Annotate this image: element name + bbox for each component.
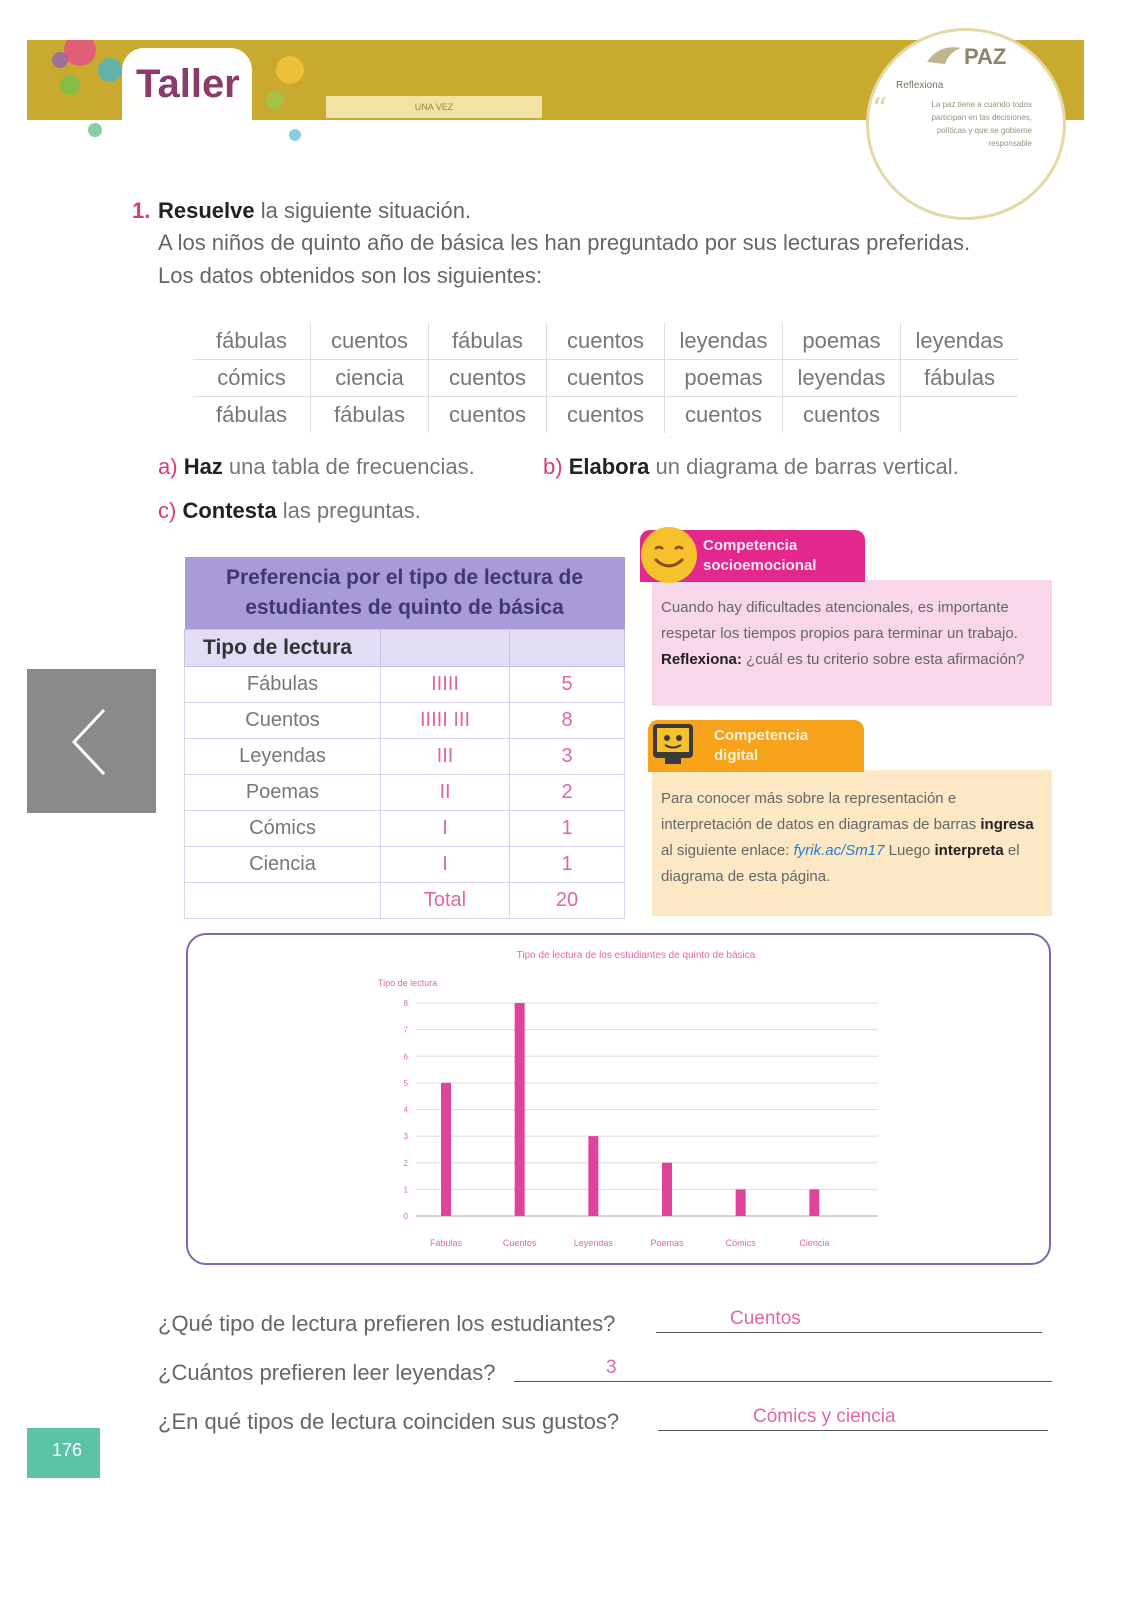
- problem-statement: [158, 198, 471, 224]
- digital-text: [661, 786, 1043, 890]
- digital-bold-1: ingresa: [980, 816, 1034, 833]
- row-frequency: 1: [510, 811, 625, 847]
- y-tick-label: 1: [403, 1185, 408, 1195]
- answer-3[interactable]: Cómics y ciencia: [753, 1406, 896, 1427]
- data-cell: cuentos: [547, 360, 665, 397]
- row-frequency: 3: [510, 739, 625, 775]
- socio-text-1: Cuando hay dificultades atencionales, es importante respetar los tiempos propios para terminar un trabajo.: [661, 599, 1018, 642]
- socioemotional-text: [661, 595, 1043, 673]
- question-1: ¿Qué tipo de lectura prefieren los estudiantes?: [158, 1311, 616, 1336]
- question-3: ¿En qué tipos de lectura coinciden sus gustos?: [158, 1409, 620, 1434]
- data-cell: cuentos: [311, 323, 429, 360]
- y-tick-label: 8: [403, 999, 408, 1008]
- table-row: [185, 775, 625, 811]
- task-verb: Haz: [183, 454, 223, 479]
- x-tick-label: Poemas: [650, 1238, 684, 1248]
- task-c: [158, 498, 421, 524]
- table-row: [185, 667, 625, 703]
- answer-line-1: [656, 1332, 1042, 1333]
- data-cell: cuentos: [547, 323, 665, 360]
- row-frequency: 5: [510, 667, 625, 703]
- data-cell: poemas: [665, 360, 783, 397]
- row-tally: I: [381, 811, 510, 847]
- data-cell: cuentos: [665, 397, 783, 434]
- dove-icon: [925, 42, 965, 66]
- frequency-table: [184, 557, 625, 919]
- paz-text: La paz tiene a cuando todos participan en las decisiones, políticas y que se gobierne responsable: [931, 100, 1032, 148]
- total-label: Total: [381, 883, 510, 919]
- task-letter: b): [543, 454, 563, 479]
- header-strip: UNA VEZ: [326, 96, 542, 118]
- answer-line-2: [514, 1381, 1052, 1382]
- y-tick-label: 0: [403, 1212, 408, 1221]
- problem-line3: Los datos obtenidos son los siguientes:: [158, 263, 543, 288]
- row-frequency: 2: [510, 775, 625, 811]
- answer-line-3: [658, 1430, 1048, 1431]
- data-cell: cuentos: [429, 397, 547, 434]
- task-verb: Elabora: [568, 454, 650, 479]
- question-2: ¿Cuántos prefieren leer leyendas?: [158, 1360, 496, 1385]
- page-number: 176: [52, 1440, 83, 1460]
- digital-bold-2: interpreta: [934, 842, 1004, 859]
- data-cell: fábulas: [193, 397, 311, 434]
- problem-number: 1.: [132, 198, 151, 223]
- bar-poemas: [662, 1163, 672, 1216]
- problem-verb: Resuelve: [158, 198, 255, 223]
- data-cell: [901, 397, 1019, 434]
- data-cell: leyendas: [665, 323, 783, 360]
- digital-title: Competencia digital: [714, 727, 809, 764]
- socioemotional-title: Competencia socioemocional: [703, 537, 817, 574]
- task-verb: Contesta: [182, 498, 277, 523]
- section-title: Taller: [136, 62, 240, 106]
- bar-cuentos: [515, 1003, 525, 1216]
- socio-bold: Reflexiona:: [661, 651, 742, 668]
- row-tally: I: [381, 847, 510, 883]
- row-label: Cuentos: [185, 703, 381, 739]
- row-tally: III: [381, 739, 510, 775]
- smiley-icon: [641, 527, 697, 583]
- task-letter: a): [158, 454, 178, 479]
- data-cell: fábulas: [901, 360, 1019, 397]
- x-tick-label: Cómics: [725, 1238, 756, 1248]
- row-tally: IIIII III: [381, 703, 510, 739]
- data-cell: leyendas: [783, 360, 901, 397]
- row-frequency: 1: [510, 847, 625, 883]
- y-tick-label: 5: [403, 1078, 408, 1088]
- y-tick-label: 4: [403, 1105, 408, 1115]
- paz-title: PAZ: [964, 44, 1007, 69]
- bar-cómics: [736, 1189, 746, 1216]
- total-empty: [185, 883, 381, 919]
- table-row: [185, 847, 625, 883]
- data-cell: poemas: [783, 323, 901, 360]
- bar-fábulas: [441, 1083, 451, 1216]
- x-tick-label: Fábulas: [429, 1238, 463, 1248]
- task-text: una tabla de frecuencias.: [222, 454, 475, 479]
- digital-text-3: Luego: [884, 842, 935, 859]
- data-cell: ciencia: [311, 360, 429, 397]
- data-cell: leyendas: [901, 323, 1019, 360]
- table-row: [185, 811, 625, 847]
- table-row-total: [185, 883, 625, 919]
- problem-line2: A los niños de quinto año de básica les han preguntado por sus lecturas preferidas.: [158, 230, 971, 255]
- y-tick-label: 2: [403, 1158, 408, 1168]
- paz-subtitle: Reflexiona: [896, 80, 944, 91]
- total-value: 20: [510, 883, 625, 919]
- row-frequency: 8: [510, 703, 625, 739]
- computer-icon: [651, 714, 695, 770]
- frequency-table-header-tally: [381, 630, 510, 667]
- x-tick-label: Cuentos: [502, 1238, 537, 1248]
- bar-chart: [186, 933, 1051, 1265]
- data-cell: fábulas: [193, 323, 311, 360]
- answer-2[interactable]: 3: [606, 1357, 617, 1378]
- task-letter: c): [158, 498, 177, 523]
- problem-line1: la siguiente situación.: [254, 198, 472, 223]
- chart-ylabel: Tipo de lectura: [378, 978, 438, 988]
- task-text: un diagrama de barras vertical.: [649, 454, 959, 479]
- digital-text-4: el diagrama de esta página.: [661, 842, 1020, 885]
- data-cell: fábulas: [429, 323, 547, 360]
- answer-1[interactable]: Cuentos: [730, 1308, 801, 1329]
- data-cell: cómics: [193, 360, 311, 397]
- y-tick-label: 6: [403, 1052, 408, 1062]
- row-label: Cómics: [185, 811, 381, 847]
- frequency-table-header-freq: [510, 630, 625, 667]
- row-label: Fábulas: [185, 667, 381, 703]
- survey-data-grid: [193, 323, 1018, 433]
- frequency-table-header: Tipo de lectura: [185, 630, 381, 667]
- row-label: Ciencia: [185, 847, 381, 883]
- row-tally: IIIII: [381, 667, 510, 703]
- digital-link[interactable]: fyrik.ac/Sm17: [793, 842, 885, 859]
- task-a: [158, 454, 475, 480]
- table-row: [185, 703, 625, 739]
- task-b: [543, 454, 959, 480]
- data-cell: cuentos: [547, 397, 665, 434]
- digital-text-2: al siguiente enlace:: [661, 842, 794, 859]
- y-tick-label: 3: [403, 1132, 408, 1142]
- frequency-table-title: Preferencia por el tipo de lectura de estudiantes de quinto de básica: [185, 557, 625, 630]
- y-tick-label: 7: [403, 1025, 408, 1035]
- row-tally: II: [381, 775, 510, 811]
- digital-text-1: Para conocer más sobre la representación e interpretación de datos en diagramas de barras: [661, 790, 981, 833]
- socio-text-2: ¿cuál es tu criterio sobre esta afirmación?: [741, 651, 1025, 668]
- bar-ciencia: [809, 1189, 819, 1216]
- quote-icon: “: [872, 92, 888, 127]
- data-cell: cuentos: [429, 360, 547, 397]
- task-text: las preguntas.: [276, 498, 421, 523]
- bar-leyendas: [588, 1136, 598, 1216]
- row-label: Leyendas: [185, 739, 381, 775]
- data-cell: cuentos: [783, 397, 901, 434]
- chart-title: Tipo de lectura de los estudiantes de quinto de básica: [516, 950, 756, 961]
- chevron-left-icon[interactable]: [70, 706, 110, 778]
- data-cell: fábulas: [311, 397, 429, 434]
- x-tick-label: Ciencia: [799, 1238, 830, 1248]
- table-row: [185, 739, 625, 775]
- row-label: Poemas: [185, 775, 381, 811]
- x-tick-label: Leyendas: [573, 1238, 613, 1248]
